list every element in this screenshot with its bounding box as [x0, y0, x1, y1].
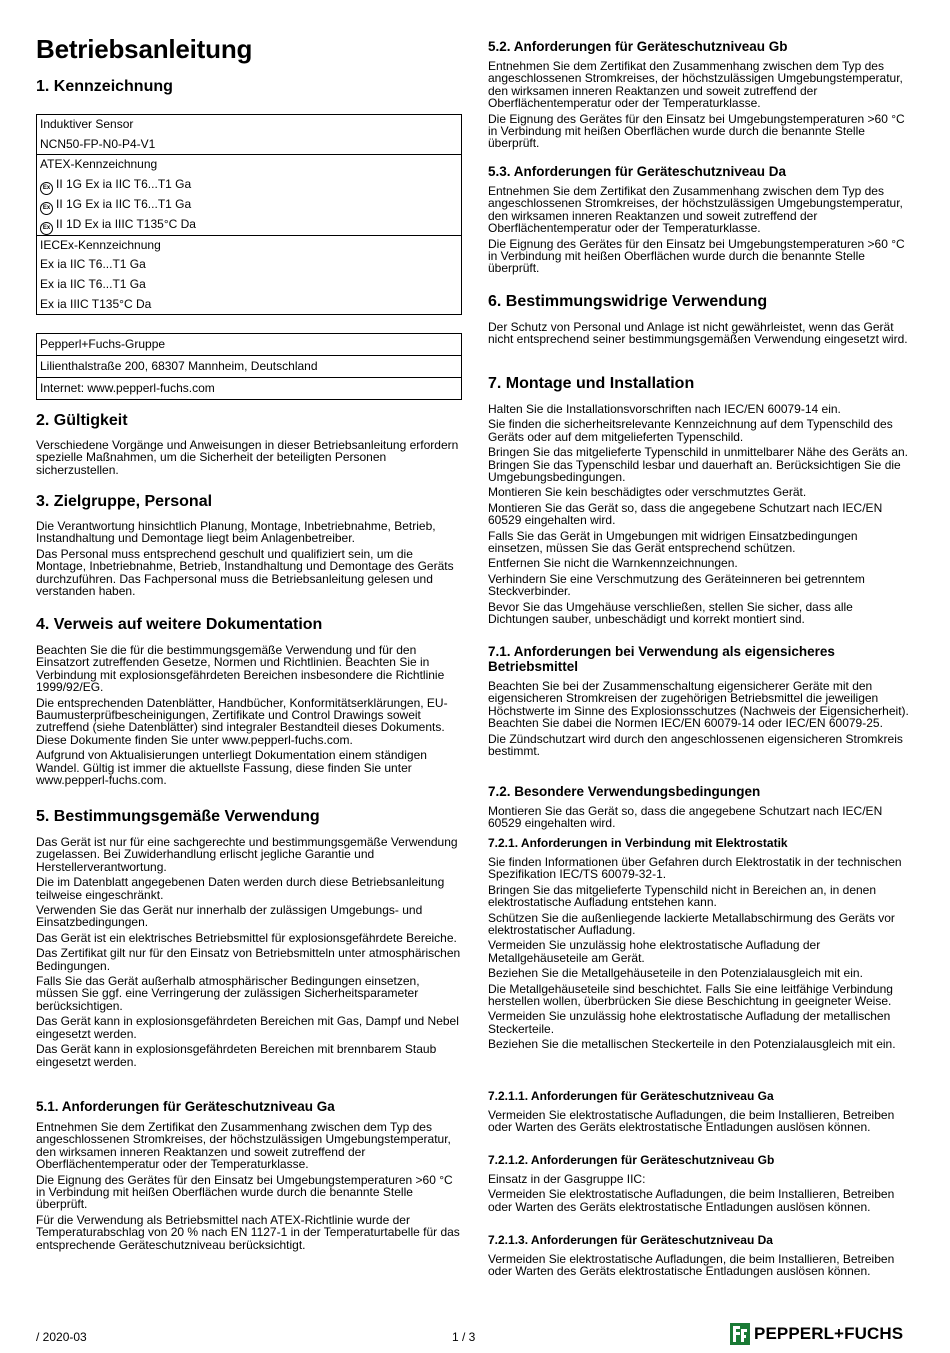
paragraph: Bringen Sie das mitgelieferte Typenschild nicht in Bereichen an, in denen elektrostatische Aufladung entstehen kann. — [488, 882, 877, 910]
subsection-heading: 5.2. Anforderungen für Geräteschutzniveau Gb — [488, 39, 788, 54]
paragraph: Der Schutz von Personal und Anlage ist nicht gewährleistet, wenn das Gerät nicht entsprechend seiner bestimmungsgemäßen Verwendung eingesetzt wird. — [488, 320, 908, 347]
subsection-heading: 5.1. Anforderungen für Geräteschutzniveau Ga — [36, 1099, 335, 1114]
paragraph: Vermeiden Sie unzulässig hohe elektrostatische Aufladung der Metallgehäuseteile am Gerät. — [488, 938, 821, 965]
paragraph: Aufgrund von Aktualisierungen unterliegt Dokumentation einem ständigen Wandel. Gültig ist immer die aktuellste Fassung, diese finden Sie unter www.pepperl-fuchs.com. — [36, 748, 427, 788]
section-6 — [488, 293, 914, 349]
paragraph: Die Eignung des Gerätes für den Einsatz bei Umgebungstemperaturen >60 °C in Verbindung mit heißen Oberflächen wurde durch die benannte Stelle überprüft. — [488, 111, 905, 151]
subsection-heading: 5.3. Anforderungen für Geräteschutzniveau Da — [488, 164, 787, 179]
section-heading: 7. Montage und Installation — [488, 375, 695, 392]
table-cell: NCN50-FP-N0-P4-V1 — [37, 135, 462, 155]
table-cell — [37, 195, 462, 215]
table-cell: Ex ia IIIC T135°C Da — [37, 295, 462, 315]
section-heading: 5. Bestimmungsgemäße Verwendung — [36, 808, 320, 825]
paragraph: Die Zündschutzart wird durch den angeschlossenen eigensicheren Stromkreis bestimmt. — [488, 731, 903, 759]
paragraph: Montieren Sie kein beschädigtes oder verschmutztes Gerät. — [488, 485, 807, 500]
atex-marking: II 1G Ex ia IIC T6...T1 Ga — [56, 176, 192, 191]
paragraph: Schützen Sie die außenliegende lackierte Metallabschirmung des Geräts vor elektrostatischer Aufladung. — [488, 910, 895, 938]
paragraph: Montieren Sie das Gerät so, dass die angegebene Schutzart nach IEC/EN 60529 eingehalten wird. — [488, 804, 883, 831]
subsection-heading: 7.2.1.2. Anforderungen für Geräteschutzniveau Gb — [488, 1153, 775, 1167]
section-7-1 — [488, 644, 914, 760]
paragraph: Verhindern Sie eine Verschmutzung des Geräteinneren bei getrenntem Steckverbinder. — [488, 571, 865, 599]
section-2 — [36, 412, 462, 479]
subsection-heading: 7.1. Anforderungen bei Verwendung als eigensicheres Betriebsmittel — [488, 644, 835, 674]
brand-name: PEPPERL+FUCHS — [754, 1324, 904, 1343]
marking-table — [36, 114, 462, 315]
table-cell: Pepperl+Fuchs-Gruppe — [37, 334, 462, 356]
section-7 — [488, 375, 914, 629]
subsection-heading: 7.2.1. Anforderungen in Verbindung mit Elektrostatik — [488, 836, 788, 850]
logo-stroke — [741, 1335, 746, 1338]
atex-marking: II 1G Ex ia IIC T6...T1 Ga — [56, 196, 192, 211]
section-heading: 1. Kennzeichnung — [36, 78, 173, 95]
paragraph: Beachten Sie bei der Zusammenschaltung eigensicherer Geräte mit den eigensicheren Stromkreisen der zugehörigen Betriebsmittel die jeweiligen Höchstwerte im Sinne des Explosionsschutzes (Nachweis der Eigensicherheit). Beachten Sie dabei die Normen IEC/EN 60079-14 oder IEC/EN 60079-25. — [488, 679, 909, 731]
table-cell: ATEX-Kennzeichnung — [37, 155, 462, 175]
paragraph: Die im Datenblatt angegebenen Daten werden durch diese Betriebsanleitung teilweise eingeschränkt. — [36, 875, 445, 902]
atex-marking: II 1D Ex ia IIIC T135°C Da — [56, 216, 196, 231]
paragraph: Verschiedene Vorgänge und Anweisungen in dieser Betriebsanleitung erfordern spezielle Maßnahmen, um die Sicherheit der beteiligten Personen sicherzustellen. — [36, 438, 459, 477]
section-4 — [36, 616, 462, 789]
table-cell — [37, 175, 462, 195]
paragraph: Vermeiden Sie unzulässig hohe elektrostatische Aufladung der metallischen Steckerteile. — [488, 1009, 891, 1036]
section-5-3 — [488, 164, 914, 278]
table-cell: Ex ia IIC T6...T1 Ga — [37, 255, 462, 275]
section-heading: 4. Verweis auf weitere Dokumentation — [36, 616, 323, 633]
paragraph: Vermeiden Sie elektrostatische Aufladungen, die beim Installieren, Betreiben oder Warten des Geräts elektrostatische Entladungen auslösen können. — [488, 1252, 895, 1279]
paragraph: Bringen Sie das mitgelieferte Typenschild in unmittelbarer Nähe des Geräts an. Bringen Sie das Typenschild lesbar und dauerhaft an. Berücksichtigen Sie die Umgebungsbedingungen. — [488, 445, 909, 485]
paragraph: Die Eignung des Gerätes für den Einsatz bei Umgebungstemperaturen >60 °C in Verbindung mit heißen Oberflächen wurde durch die benannte Stelle überprüft. — [36, 1172, 453, 1212]
logo-stroke — [733, 1332, 740, 1335]
section-5-1 — [36, 1099, 462, 1254]
paragraph: Die entsprechenden Datenblätter, Handbücher, Konformitätserklärungen, EU-Baumusterprüfbescheinigungen, Zertifikate und Control Drawings soweit zutreffend (siehe Datenblätter) sind integraler Bestandteil dieses Dokuments. Diese Dokumente finden Sie unter www.pepperl-fuchs.com. — [36, 695, 448, 747]
paragraph: Das Gerät ist ein elektrisches Betriebsmittel für explosionsgefährdete Bereiche. — [36, 930, 457, 945]
logo-stroke — [741, 1329, 747, 1332]
logo-stroke — [733, 1326, 740, 1329]
paragraph: Das Gerät ist nur für eine sachgerechte und bestimmungsgemäße Verwendung zugelassen. Bei Zuwiderhandlung erlischt jegliche Garantie und Herstellerverantwortung. — [36, 835, 458, 874]
paragraph: Die Metallgehäuseteile sind beschichtet. Falls Sie eine leitfähige Verbindung herstellen wollen, überbrücken Sie diese Beschichtung in geeigneter Weise. — [488, 981, 893, 1009]
section-7-2-1-2 — [488, 1153, 914, 1216]
paragraph: Verwenden Sie das Gerät nur innerhalb der zulässigen Umgebungs- und Einsatzbedingungen. — [36, 903, 423, 930]
section-heading: 2. Gültigkeit — [36, 412, 128, 429]
footer-date: / 2020-03 — [36, 1330, 87, 1344]
paragraph: Bevor Sie das Umgehäuse verschließen, stellen Sie sicher, dass alle Dichtungen sauber, unbeschädigt und korrekt montiert sind. — [488, 599, 853, 627]
website-link[interactable]: Internet: www.pepperl-fuchs.com — [40, 381, 215, 395]
company-table — [36, 333, 462, 400]
subsection-heading: 7.2.1.1. Anforderungen für Geräteschutzniveau Ga — [488, 1089, 774, 1103]
paragraph: Vermeiden Sie elektrostatische Aufladungen, die beim Installieren, Betreiben oder Warten des Geräts elektrostatische Entladungen auslösen können. — [488, 1108, 895, 1135]
subsection-heading: 7.2.1.3. Anforderungen für Geräteschutzniveau Da — [488, 1233, 773, 1247]
paragraph: Entfernen Sie nicht die Warnkennzeichnungen. — [488, 556, 738, 571]
ex-mark-icon: Ex — [40, 202, 53, 215]
paragraph: Das Zertifikat gilt nur für den Einsatz von Betriebsmitteln unter atmosphärischen Bedingungen. — [36, 946, 461, 973]
section-heading: 6. Bestimmungswidrige Verwendung — [488, 293, 768, 310]
paragraph: Die Eignung des Gerätes für den Einsatz bei Umgebungstemperaturen >60 °C in Verbindung mit heißen Oberflächen wurde durch die benannte Stelle überprüft. — [488, 236, 905, 276]
table-cell: IECEx-Kennzeichnung — [37, 235, 462, 255]
paragraph: Vermeiden Sie elektrostatische Aufladungen, die beim Installieren, Betreiben oder Warten des Geräts elektrostatische Entladungen auslösen können. — [488, 1187, 895, 1214]
paragraph: Entnehmen Sie dem Zertifikat den Zusammenhang zwischen dem Typ des angeschlossenen Stromkreises, der höchstzulässigen Umgebungstemperatur, den wirksamen inneren Reaktanzen und soweit zutreffend der Oberflächentemperatur oder der Temperaturklasse. — [488, 184, 903, 236]
table-cell: Lilienthalstraße 200, 68307 Mannheim, Deutschland — [37, 356, 462, 378]
section-5 — [36, 808, 462, 1071]
ex-mark-icon: Ex — [40, 222, 53, 235]
paragraph: Entnehmen Sie dem Zertifikat den Zusammenhang zwischen dem Typ des angeschlossenen Stromkreises, der höchstzulässigen Umgebungstemperatur, den wirksamen inneren Reaktanzen und soweit zutreffend der Oberflächentemperatur oder der Temperaturklasse. — [488, 59, 903, 111]
paragraph: Das Gerät kann in explosionsgefährdeten Bereichen mit Gas, Dampf und Nebel eingesetzt werden. — [36, 1014, 459, 1041]
section-3 — [36, 493, 462, 600]
section-heading: 3. Zielgruppe, Personal — [36, 493, 213, 510]
paragraph: Einsatz in der Gasgruppe IIC: — [488, 1172, 646, 1186]
ex-mark-icon: Ex — [40, 182, 53, 195]
table-cell — [37, 378, 462, 400]
paragraph: Beachten Sie die für die bestimmungsgemäße Verwendung und für den Einsatzort zutreffenden Gesetze, Normen und Richtlinien. Beachten Sie in Verbindung mit explosionsgefährdeten Bereichen insbesondere die Richtlinie 1999/92/EG. — [36, 643, 445, 695]
table-cell — [37, 215, 462, 236]
paragraph: Entnehmen Sie dem Zertifikat den Zusammenhang zwischen dem Typ des angeschlossenen Stromkreises, der höchstzulässigen Umgebungstemperatur, den wirksamen inneren Reaktanzen und soweit zutreffend der Oberflächentemperatur oder der Temperaturklasse. — [36, 1120, 451, 1172]
paragraph: Beziehen Sie die Metallgehäuseteile in den Potenzialausgleich mit ein. — [488, 966, 863, 981]
brand-logo — [730, 1322, 903, 1346]
paragraph: Beziehen Sie die metallischen Steckerteile in den Potenzialausgleich mit ein. — [488, 1037, 896, 1052]
paragraph: Montieren Sie das Gerät so, dass die angegebene Schutzart nach IEC/EN 60529 eingehalten wird. — [488, 500, 883, 528]
paragraph: Falls Sie das Gerät außerhalb atmosphärischer Bedingungen einsetzen, müssen Sie ggf. eine Verringerung der zulässigen Sicherheitsparameter berücksichtigen. — [36, 974, 420, 1013]
subsection-heading: 7.2. Besondere Verwendungsbedingungen — [488, 784, 761, 799]
pepperl-fuchs-logo-icon — [730, 1323, 750, 1345]
paragraph: Die Verantwortung hinsichtlich Planung, Montage, Inbetriebnahme, Betrieb, Instandhaltung und Demontage liegt beim Anlagenbetreiber. — [36, 519, 436, 546]
footer-page-number: 1 / 3 — [452, 1330, 476, 1344]
page-title: Betriebsanleitung — [36, 34, 253, 64]
paragraph: Das Gerät kann in explosionsgefährdeten Bereichen mit brennbarem Staub eingesetzt werden. — [36, 1042, 437, 1069]
table-cell: Induktiver Sensor — [37, 115, 462, 135]
section-7-2-1 — [488, 836, 914, 1054]
section-5-2 — [488, 39, 914, 153]
section-7-2-1-1 — [488, 1089, 914, 1137]
table-cell: Ex ia IIC T6...T1 Ga — [37, 275, 462, 295]
paragraph: Das Personal muss entsprechend geschult und qualifiziert sein, um die Montage, Inbetriebnahme, Betrieb, Instandhaltung und Demontage des Geräts durchzuführen. Das Fachpersonal muss die Betriebsanleitung gelesen und verstanden haben. — [36, 546, 454, 599]
paragraph: Sie finden die sicherheitsrelevante Kennzeichnung auf dem Typenschild des Geräts oder auf dem mitgelieferten Typenschild. — [488, 417, 893, 444]
paragraph: Sie finden Informationen über Gefahren durch Elektrostatik in der technischen Spezifikation IEC/TS 60079-32-1. — [488, 855, 902, 882]
paragraph: Halten Sie die Installationsvorschriften nach IEC/EN 60079-14 ein. — [488, 402, 841, 416]
paragraph: Für die Verwendung als Betriebsmittel nach ATEX-Richtlinie wurde der Temperaturabschlag von 20 % nach EN 1127-1 in der Temperaturtabelle für das entsprechende Geräteschutzniveau berücksichtigt. — [36, 1212, 460, 1252]
paragraph: Falls Sie das Gerät in Umgebungen mit widrigen Einsatzbedingungen einsetzen, müssen Sie das Gerät entsprechend schützen. — [488, 528, 858, 556]
section-7-2 — [488, 784, 914, 833]
section-7-2-1-3 — [488, 1233, 914, 1281]
